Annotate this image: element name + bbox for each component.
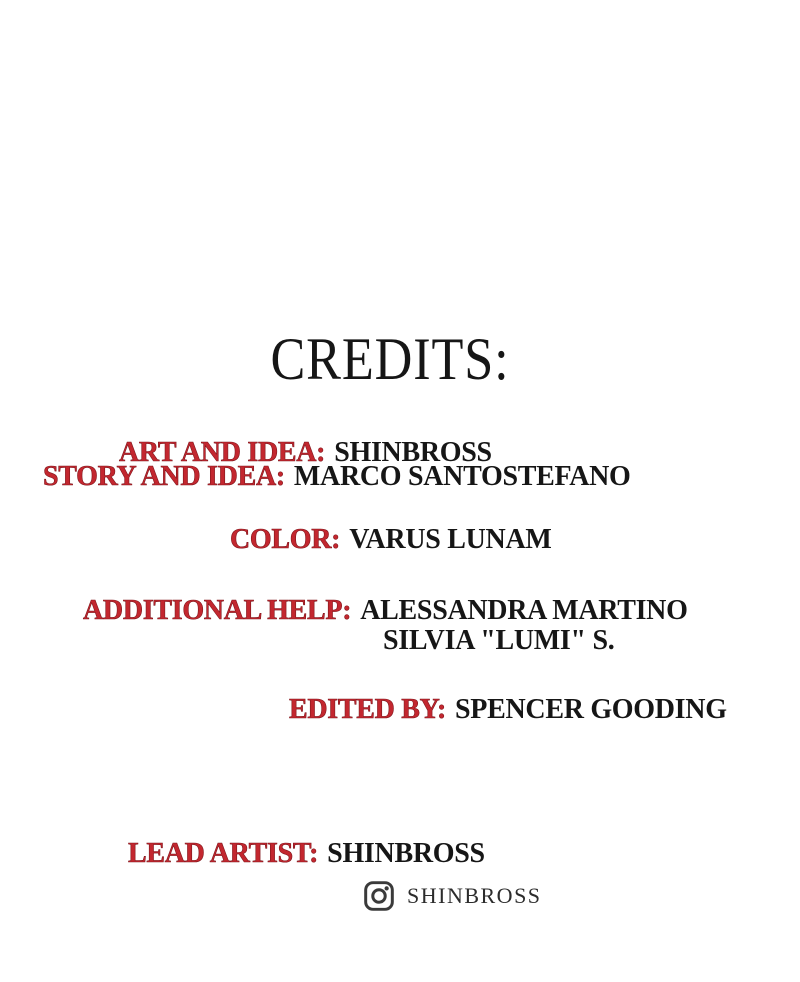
credit-value: ALESSANDRA MARTINO bbox=[360, 595, 688, 626]
credit-line-lead-artist bbox=[128, 840, 485, 868]
social-handle: SHINBROSS bbox=[407, 883, 542, 908]
credit-label: LEAD ARTIST: bbox=[128, 838, 319, 869]
credit-label: EDITED BY: bbox=[289, 694, 447, 725]
credit-line-additional-help bbox=[83, 597, 688, 625]
credit-value: MARCO SANTOSTEFANO bbox=[293, 461, 631, 492]
credit-label: COLOR: bbox=[230, 524, 341, 555]
credit-line-color bbox=[230, 526, 552, 554]
page-title: CREDITS: bbox=[270, 326, 510, 392]
credit-line-story-and-idea bbox=[43, 463, 631, 491]
credit-label: ADDITIONAL HELP: bbox=[83, 595, 352, 626]
credit-value: SPENCER GOODING bbox=[455, 694, 727, 725]
credit-value: VARUS LUNAM bbox=[349, 524, 552, 555]
credit-label: ART AND IDEA: bbox=[119, 437, 326, 468]
instagram-icon bbox=[362, 879, 396, 913]
credit-label: STORY AND IDEA: bbox=[43, 461, 285, 492]
credit-line-edited-by bbox=[289, 696, 727, 724]
credit-value: SILVIA "LUMI" S. bbox=[383, 625, 615, 656]
credit-value: SHINBROSS bbox=[334, 437, 492, 468]
credit-value: SHINBROSS bbox=[327, 838, 485, 869]
social-row bbox=[362, 879, 542, 913]
credit-line-additional-help-2 bbox=[383, 627, 614, 655]
